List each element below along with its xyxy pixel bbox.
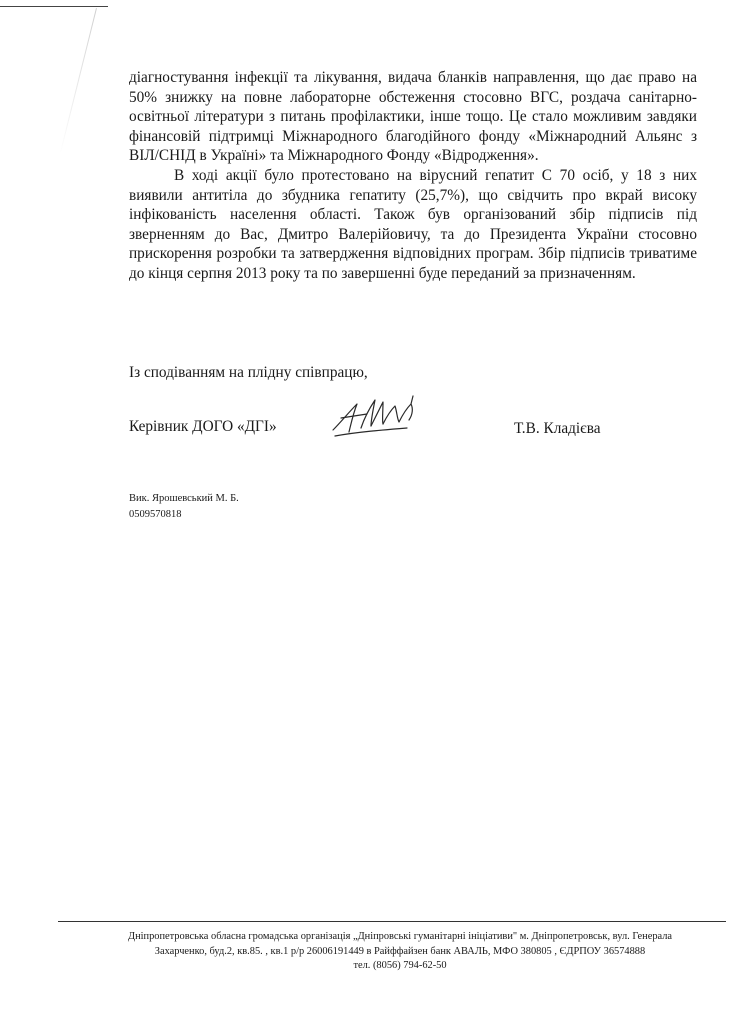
- executor-phone: 0509570818: [129, 509, 182, 520]
- corner-mark-line: [0, 6, 108, 7]
- letter-body: [129, 68, 697, 284]
- footer-line-address-bank: Захарченко, буд.2, кв.85. , кв.1 р/р 26006191449 в Райффайзен банк АВАЛЬ, МФО 380805 , ЄДРПОУ 36574888: [154, 945, 646, 957]
- signature-icon: [327, 392, 427, 440]
- paragraph-campaign-results: В ході акції було протестовано на вірусний гепатит С 70 осіб, у 18 з них виявили антитіла до збудника гепатиту (25,7%), що свідчить про вкрай високу інфікованість населення області. Також був організований збір підписів під зверненням до Вас, Дмитро Валерійовичу, та до Президента України стосовно прискорення розробки та затвердження відповідних програм. Збір підписів триватиме до кінця серпня 2013 року та по завершенні буде переданий за призначенням.: [129, 166, 697, 282]
- paragraph-continuation: діагностування інфекції та лікування, видача бланків направлення, що дає право на 50% знижку на повне лабораторне обстеження стосовно ВГС, роздача санітарно-освітньої літератури з питань профілактики, інше тощо. Це стало можливим завдяки фінансовій підтримці Міжнародного благодійного фонду «Міжнародний Альянс з ВІЛ/СНІД в Україні» та Міжнародного Фонду «Відродження».: [129, 69, 697, 165]
- footer-line-phone: тел. (8056) 794-62-50: [353, 960, 447, 971]
- closing-phrase: Із сподіванням на плідну співпрацю,: [129, 364, 368, 381]
- letterhead-footer: [70, 930, 730, 974]
- executor-block: [129, 491, 239, 523]
- executor-name: Вик. Ярошевський М. Б.: [129, 493, 239, 504]
- signatory-name: Т.В. Кладієва: [514, 420, 601, 437]
- scan-artifact-streak: [60, 8, 97, 154]
- signatory-title: Керівник ДОГО «ДГІ»: [129, 418, 277, 435]
- footer-divider: [58, 921, 726, 922]
- footer-line-organization: Дніпропетровська обласна громадська організація „Дніпровські гуманітарні ініціативи" м. Дніпропетровськ, вул. Генерала: [127, 931, 673, 942]
